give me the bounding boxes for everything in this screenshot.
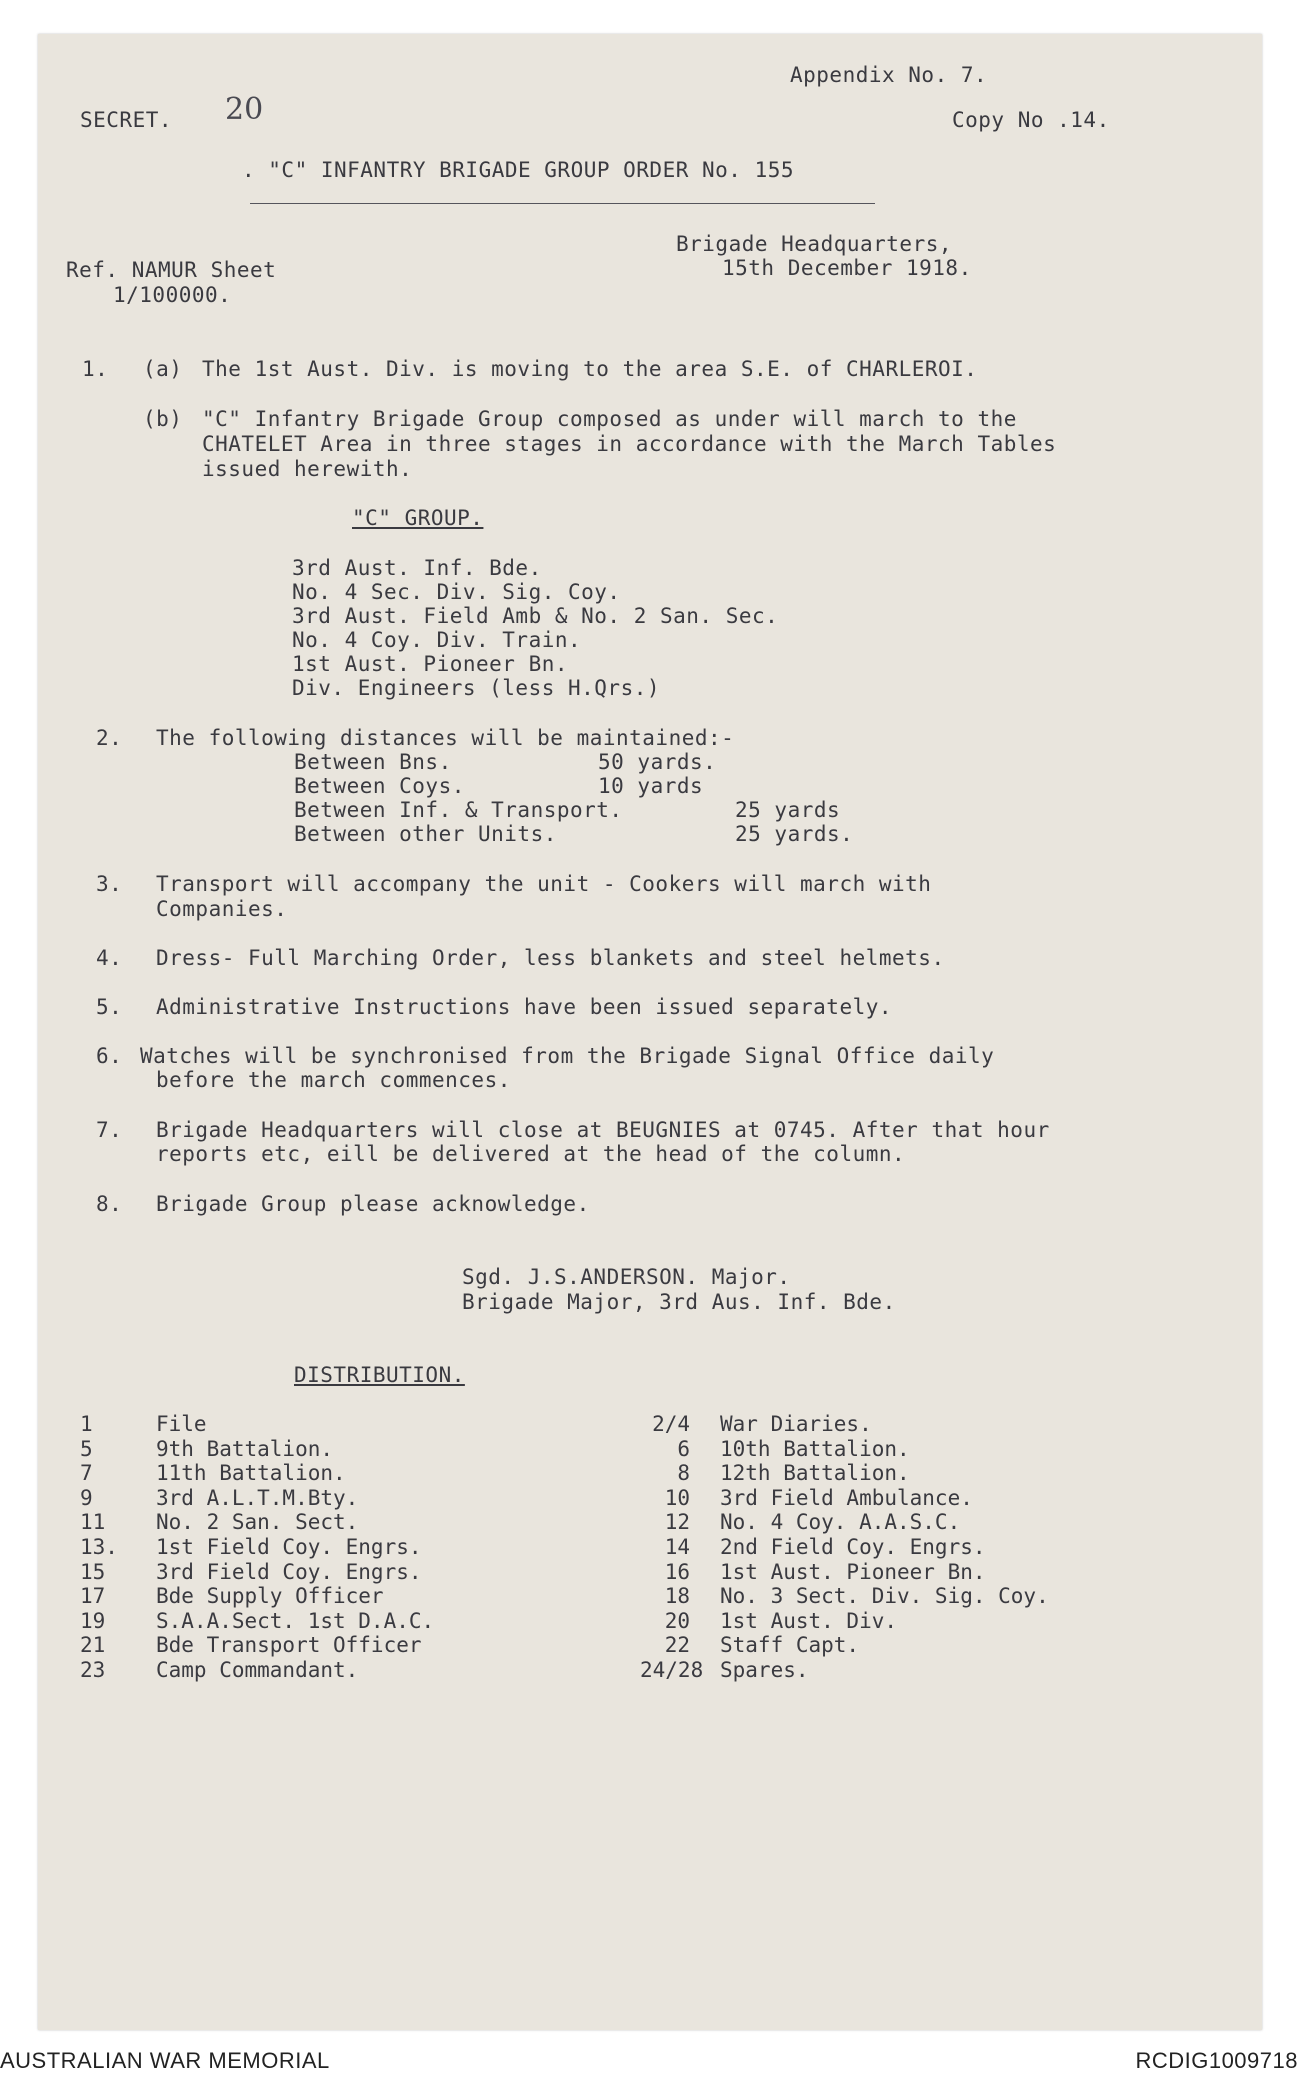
distribution-recipient: 10th Battalion. xyxy=(720,1437,910,1461)
distribution-recipient: No. 2 San. Sect. xyxy=(156,1510,359,1534)
group-unit: 1st Aust. Pioneer Bn. xyxy=(292,652,569,676)
para-6-line-2: before the march commences. xyxy=(156,1068,511,1092)
page-title: . "C" INFANTRY BRIGADE GROUP ORDER No. 155 xyxy=(242,158,795,182)
copy-number: Copy No .14. xyxy=(952,108,1110,132)
group-unit: 3rd Aust. Inf. Bde. xyxy=(292,556,542,580)
handwritten-number: 20 xyxy=(225,92,264,127)
distribution-recipient: 3rd Field Coy. Engrs. xyxy=(156,1560,422,1584)
distribution-recipient: S.A.A.Sect. 1st D.A.C. xyxy=(156,1609,435,1633)
para-1b-line-1: "C" Infantry Brigade Group composed as under will march to the xyxy=(202,407,1017,431)
distribution-recipient: Bde Transport Officer xyxy=(156,1633,422,1657)
distribution-recipient: 3rd Field Ambulance. xyxy=(720,1486,973,1510)
distribution-recipient: 12th Battalion. xyxy=(720,1461,910,1485)
signature-line-2: Brigade Major, 3rd Aus. Inf. Bde. xyxy=(462,1290,896,1314)
para-3-number: 3. xyxy=(96,872,123,896)
para-1a-text: The 1st Aust. Div. is moving to the area S.E. of CHARLEROI. xyxy=(202,357,978,381)
distribution-number: 6 xyxy=(677,1437,690,1461)
distribution-recipient: 1st Field Coy. Engrs. xyxy=(156,1535,422,1559)
para-7-line-1: Brigade Headquarters will close at BEUGNIES at 0745. After that hour xyxy=(156,1118,1050,1142)
distribution-recipient: 1st Aust. Pioneer Bn. xyxy=(720,1560,986,1584)
map-scale: 1/100000. xyxy=(113,283,232,307)
distribution-recipient: 9th Battalion. xyxy=(156,1437,334,1461)
distribution-number: 16 xyxy=(664,1560,690,1584)
appendix-label: Appendix No. 7. xyxy=(790,63,988,87)
distribution-number: 5 xyxy=(80,1437,93,1461)
distribution-number: 21 xyxy=(80,1633,106,1657)
distribution-recipient: 1st Aust. Div. xyxy=(720,1609,898,1633)
distribution-number: 18 xyxy=(664,1584,690,1608)
distribution-recipient: Spares. xyxy=(720,1658,809,1682)
distribution-number: 14 xyxy=(664,1535,690,1559)
para-2-number: 2. xyxy=(96,726,123,750)
distribution-number: 24/28 xyxy=(640,1658,704,1682)
document-page xyxy=(38,34,1262,2030)
distribution-number: 20 xyxy=(664,1609,690,1633)
distribution-recipient: Camp Commandant. xyxy=(156,1658,359,1682)
map-reference: Ref. NAMUR Sheet xyxy=(66,258,277,282)
order-date: 15th December 1918. xyxy=(722,256,972,280)
distribution-number: 1 xyxy=(80,1412,93,1436)
para-8-text: Brigade Group please acknowledge. xyxy=(156,1192,590,1216)
group-unit: Div. Engineers (less H.Qrs.) xyxy=(292,676,661,700)
signature-line-1: Sgd. J.S.ANDERSON. Major. xyxy=(462,1265,791,1289)
group-unit: No. 4 Sec. Div. Sig. Coy. xyxy=(292,580,621,604)
hq-location: Brigade Headquarters, xyxy=(676,232,953,256)
distance-value: 25 yards xyxy=(735,798,841,822)
distribution-recipient: 3rd A.L.T.M.Bty. xyxy=(156,1486,359,1510)
distance-label: Between other Units. xyxy=(294,822,557,846)
distribution-number: 2/4 xyxy=(652,1412,690,1436)
para-2-text: The following distances will be maintained:- xyxy=(156,726,735,750)
distance-value: 10 yards xyxy=(598,774,704,798)
distribution-recipient: 11th Battalion. xyxy=(156,1461,346,1485)
para-8-number: 8. xyxy=(96,1192,123,1216)
distribution-number: 23 xyxy=(80,1658,106,1682)
distribution-heading: DISTRIBUTION. xyxy=(294,1363,465,1387)
para-1b-line-3: issued herewith. xyxy=(202,457,413,481)
footer-identifier: RCDIG1009718 xyxy=(1135,2048,1298,2073)
para-4-text: Dress- Full Marching Order, less blankets and steel helmets. xyxy=(156,946,945,970)
para-4-number: 4. xyxy=(96,946,123,970)
distribution-number: 13. xyxy=(80,1535,118,1559)
distance-label: Between Coys. xyxy=(294,774,465,798)
distribution-number: 19 xyxy=(80,1609,106,1633)
secret-label: SECRET. xyxy=(80,108,173,132)
para-5-text: Administrative Instructions have been issued separately. xyxy=(156,995,893,1019)
distribution-number: 12 xyxy=(664,1510,690,1534)
group-unit: 3rd Aust. Field Amb & No. 2 San. Sec. xyxy=(292,604,779,628)
group-heading: "C" GROUP. xyxy=(352,506,484,530)
distribution-number: 8 xyxy=(677,1461,690,1485)
distance-label: Between Inf. & Transport. xyxy=(294,798,623,822)
distribution-number: 15 xyxy=(80,1560,106,1584)
para-5-number: 5. xyxy=(96,995,123,1019)
para-1a-label: (a) xyxy=(143,357,183,381)
para-7-number: 7. xyxy=(96,1118,123,1142)
group-unit: No. 4 Coy. Div. Train. xyxy=(292,628,582,652)
title-rule xyxy=(250,203,875,204)
distribution-number: 11 xyxy=(80,1510,106,1534)
para-1b-line-2: CHATELET Area in three stages in accordance with the March Tables xyxy=(202,432,1057,456)
para-6-line-1: Watches will be synchronised from the Brigade Signal Office daily xyxy=(140,1044,995,1068)
distance-label: Between Bns. xyxy=(294,750,452,774)
distribution-recipient: No. 4 Coy. A.A.S.C. xyxy=(720,1510,961,1534)
distribution-number: 7 xyxy=(80,1461,93,1485)
distance-value: 50 yards. xyxy=(598,750,717,774)
para-7-line-2: reports etc, eill be delivered at the head of the column. xyxy=(156,1142,906,1166)
para-6-number: 6. xyxy=(96,1044,123,1068)
footer-institution: AUSTRALIAN WAR MEMORIAL xyxy=(0,2048,330,2073)
para-3-line-1: Transport will accompany the unit - Cookers will march with xyxy=(156,872,932,896)
distribution-recipient: Staff Capt. xyxy=(720,1633,860,1657)
distance-value: 25 yards. xyxy=(735,822,854,846)
distribution-number: 22 xyxy=(664,1633,690,1657)
distribution-number: 9 xyxy=(80,1486,93,1510)
distribution-recipient: Bde Supply Officer xyxy=(156,1584,384,1608)
distribution-recipient: No. 3 Sect. Div. Sig. Coy. xyxy=(720,1584,1049,1608)
distribution-number: 17 xyxy=(80,1584,106,1608)
distribution-recipient: File xyxy=(156,1412,207,1436)
distribution-number: 10 xyxy=(664,1486,690,1510)
para-1b-label: (b) xyxy=(143,407,183,431)
distribution-recipient: War Diaries. xyxy=(720,1412,872,1436)
para-1-number: 1. xyxy=(82,357,109,381)
para-3-line-2: Companies. xyxy=(156,897,288,921)
distribution-recipient: 2nd Field Coy. Engrs. xyxy=(720,1535,986,1559)
